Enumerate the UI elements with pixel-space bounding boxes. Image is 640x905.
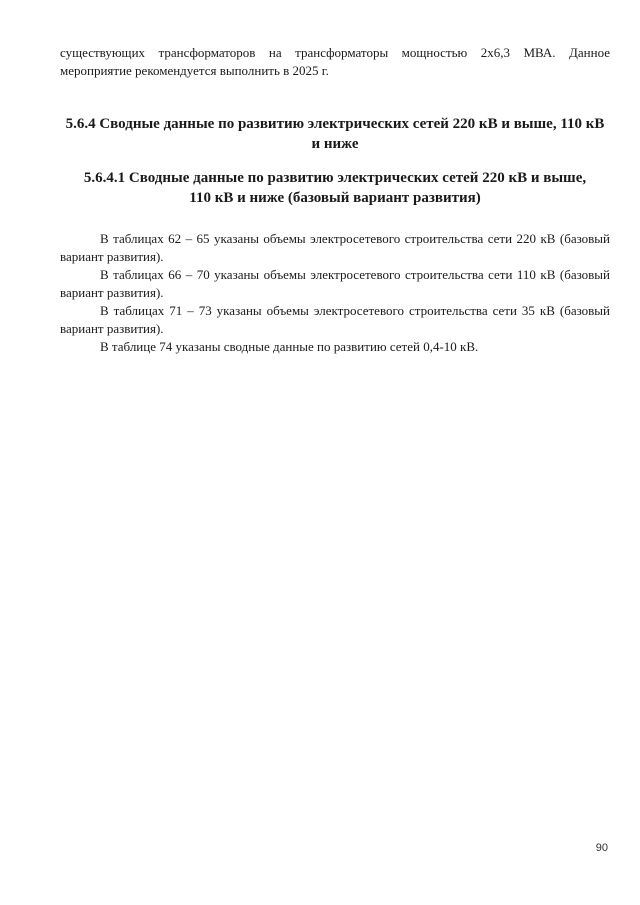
intro-line-1: существующих трансформаторов на трансформаторы мощностью 2х6,3 МВА. Данное [60, 45, 610, 60]
page-number: 90 [595, 842, 608, 854]
paragraph-table-74: В таблице 74 указаны сводные данные по развитию сетей 0,4-10 кВ. [100, 339, 479, 354]
section-heading-line-2: и ниже [311, 136, 359, 152]
document-page [60, 44, 610, 356]
body-text [60, 230, 610, 356]
subsection-heading-line-2: 110 кВ и ниже (базовый вариант развития) [189, 190, 481, 206]
section-heading [60, 114, 610, 154]
paragraph-tables-66-70: В таблицах 66 – 70 указаны объемы электросетевого строительства сети 110 кВ (базовый вариант развития). [60, 267, 610, 300]
subsection-heading [80, 168, 590, 208]
paragraph-tables-71-73: В таблицах 71 – 73 указаны объемы электросетевого строительства сети 35 кВ (базовый вариант развития). [60, 303, 610, 336]
intro-paragraph [60, 44, 610, 80]
subsection-heading-line-1: 5.6.4.1 Сводные данные по развитию электрических сетей 220 кВ и выше, [83, 170, 587, 186]
intro-line-2: мероприятие рекомендуется выполнить в 2025 г. [60, 63, 329, 78]
paragraph-tables-62-65: В таблицах 62 – 65 указаны объемы электросетевого строительства сети 220 кВ (базовый вариант развития). [60, 231, 610, 264]
section-heading-line-1: 5.6.4 Сводные данные по развитию электрических сетей 220 кВ и выше, 110 кВ [65, 116, 605, 132]
